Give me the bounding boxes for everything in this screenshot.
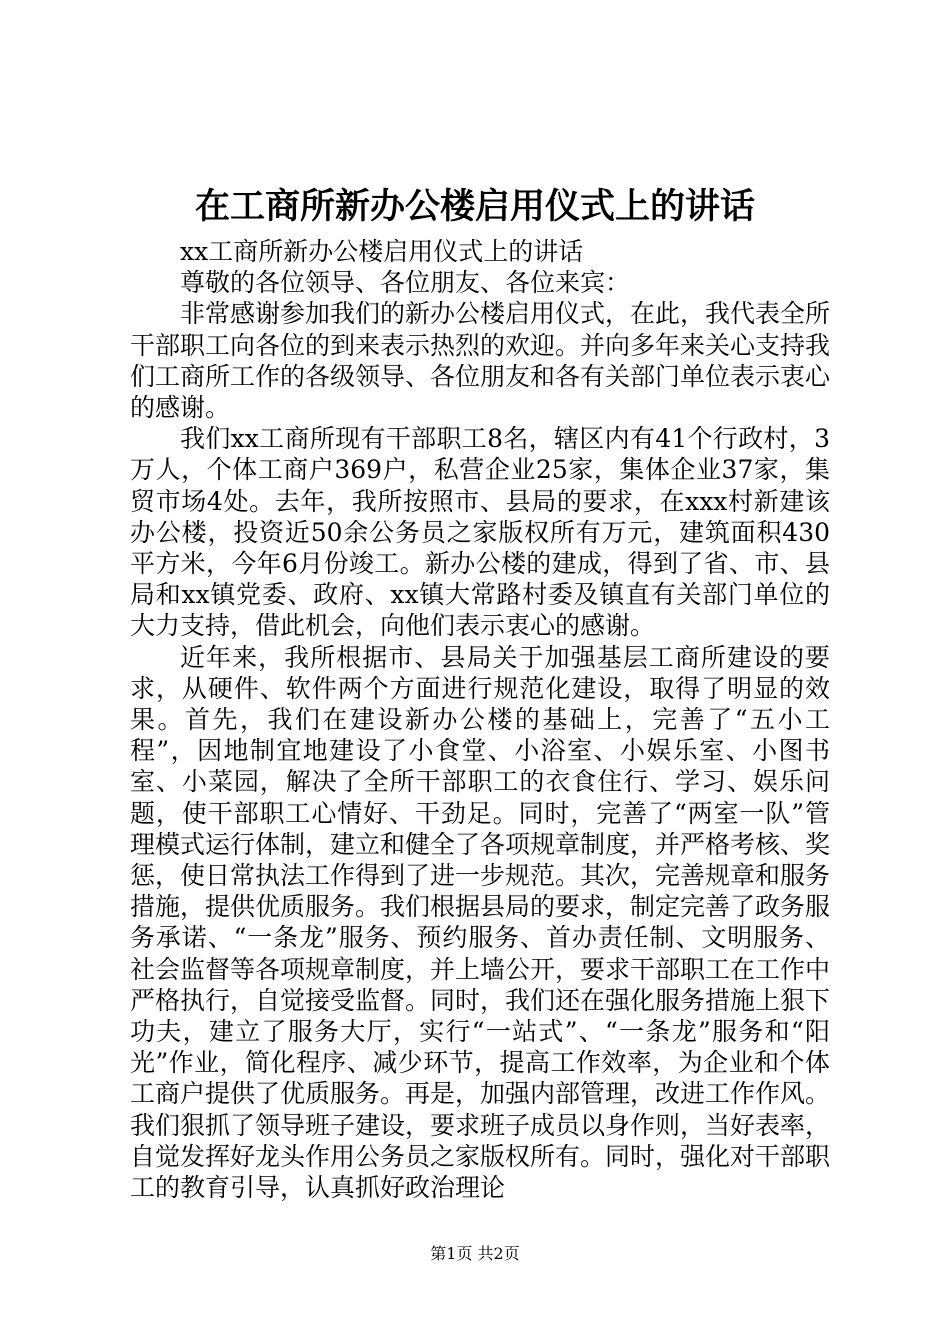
paragraph-subtitle: xx工商所新办公楼启用仪式上的讲话 [180,237,584,266]
document-title: 在工商所新办公楼启用仪式上的讲话 [194,186,755,227]
paragraph-construction: 近年来，我所根据市、县局关于加强基层工商所建设的要求，从硬件、软件两个方面进行规范化建设，取得了明显的效果。首先，我们在建设新办公楼的基础上，完善了“五小工程”，因地制宜地建设了小食堂、小浴室、小娱乐室、小图书室、小菜园，解决了全所干部职工的衣食住行、学习、娱乐问题，使干部职工心情好、干劲足。同时，完善了“两室一队”管理模式运行体制，建立和健全了各项规章制度，并严格考核、奖惩，使日常执法工作得到了进一步规范。其次，完善规章和服务措施，提供优质服务。我们根据县局的要求，制定完善了政务服务承诺、“一条龙”服务、预约服务、首办责任制、文明服务、社会监督等各项规章制度，并上墙公开，要求干部职工在工作中严格执行，自觉接受监督。同时，我们还在强化服务措施上狠下功夫，建立了服务大厅，实行“一站式”、“一条龙”服务和“阳光”作业，简化程序、减少环节，提高工作效率，为企业和个体工商户提供了优质服务。再是，加强内部管理，改进工作作风。我们狠抓了领导班子建设，要求班子成员以身作则，当好表率，自觉发挥好龙头作用公务员之家版权所有。同时，强化对干部职工的教育引导，认真抓好政治理论 [130,642,831,1203]
page-footer: 第1页 共2页 [430,1244,520,1263]
paragraph-salutation: 尊敬的各位领导、各位朋友、各位来宾： [180,268,631,298]
paragraph-overview: 我们xx工商所现有干部职工8名，辖区内有41个行政村，3万人，个体工商户369户，私营企业25家，集体企业37家，集贸市场4处。去年，我所按照市、县局的要求，在xxx村新建该办公楼，投资近50余公务员之家版权所有万元，建筑面积430平方米，今年6月份竣工。新办公楼的建成，得到了省、市、县局和xx镇党委、政府、xx镇大常路村委及镇直有关部门单位的大力支持，借此机会，向他们表示衷心的感谢。 [130,424,830,641]
document-body [130,236,830,1203]
paragraph-thanks: 非常感谢参加我们的新办公楼启用仪式，在此，我代表全所干部职工向各位的到来表示热烈的欢迎。并向多年来关心支持我们工商所工作的各级领导、各位朋友和各有关部门单位表示衷心的感谢。 [130,299,831,423]
